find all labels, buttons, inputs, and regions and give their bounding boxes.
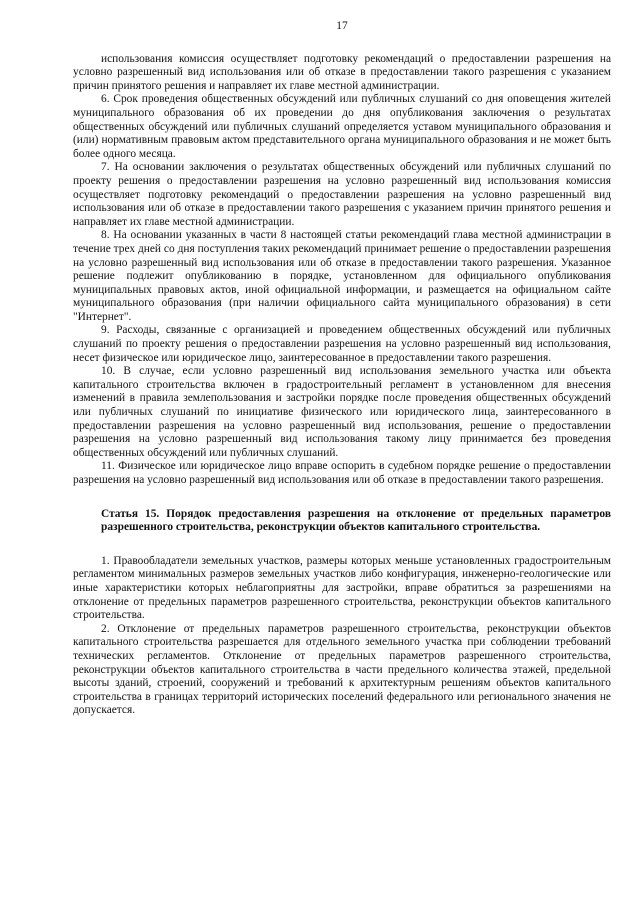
paragraph-11: 11. Физическое или юридическое лицо вправе оспорить в судебном порядке решение о предоставлении разрешения на условно разрешенный вид использования или об отказе в предоставлении такого разрешения. (73, 460, 611, 486)
paragraph-8: 8. На основании указанных в части 8 настоящей статьи рекомендаций глава местной администрации в течение трех дней со дня поступления таких рекомендаций принимает решение о предоставлении разрешения на условно разрешенный вид использования или об отказе в предоставлении такого разрешения. Указанное решение подлежит опубликованию в порядке, установленном для официального опубликования муниципальных правовых актов, иной официальной информации, и размещается на официальном сайте муниципального образования (при наличии официального сайта муниципального образования) в сети "Интернет". (73, 229, 611, 323)
paragraph-9: 9. Расходы, связанные с организацией и проведением общественных обсуждений или публичных слушаний по проекту решения о предоставлении разрешения на условно разрешенный вид использования, несет физическое или юридическое лицо, заинтересованное в предоставлении такого разрешения. (73, 324, 611, 364)
page-number: 17 (336, 20, 348, 32)
paragraph-continuation: использования комиссия осуществляет подготовку рекомендаций о предоставлении разрешения на условно разрешенный вид использования или об отказе в предоставлении такого разрешения с указанием причин принятого решения и направляет их главе местной администрации. (73, 52, 611, 92)
article-15-heading: Статья 15. Порядок предоставления разрешения на отклонение от предельных параметров разрешенного строительства, реконструкции объектов капитального строительства. (101, 507, 611, 534)
paragraph-6: 6. Срок проведения общественных обсуждений или публичных слушаний со дня оповещения жителей муниципального образования об их проведении до дня опубликования заключения о результатах общественных обсуждений или публичных слушаний определяется уставом муниципального образования и (или) нормативным правовым актом представительного органа муниципального образования и не может быть более одного месяца. (73, 93, 611, 160)
article-15-paragraph-2: 2. Отклонение от предельных параметров разрешенного строительства, реконструкции объектов капитального строительства разрешается для отдельного земельного участка при соблюдении требований технических регламентов. Отклонение от предельных параметров разрешенного строительства, реконструкции объектов капитального строительства в части предельного количества этажей, предельной высоты зданий, строений, сооружений и требований к архитектурным решениям объектов капитального строительства в границах территорий исторических поселений федерального или регионального значения не допускается. (73, 622, 611, 717)
paragraph-7: 7. На основании заключения о результатах общественных обсуждений или публичных слушаний по проекту решения о предоставлении разрешения на условно разрешенный вид использования комиссия осуществляет подготовку рекомендаций о предоставлении разрешения на условно разрешенный вид использования или об отказе в предоставлении такого разрешения с указанием причин принятого решения и направляет их главе местной администрации. (73, 161, 611, 228)
paragraph-10: 10. В случае, если условно разрешенный вид использования земельного участка или объекта капитального строительства включен в градостроительный регламент в установленном для внесения изменений в правила землепользования и застройки порядке после проведения общественных обсуждений или публичных слушаний по инициативе физического или юридического лица, заинтересованного в предоставлении разрешения на условно разрешенный вид использования, решение о предоставлении разрешения на условно разрешенный вид использования такому лицу принимается без проведения общественных обсуждений или публичных слушаний. (73, 365, 611, 459)
article-15-paragraph-1: 1. Правообладатели земельных участков, размеры которых меньше установленных градостроительным регламентом минимальных размеров земельных участков либо конфигурация, инженерно-геологические или иные характеристики которых неблагоприятны для застройки, вправе обратиться за разрешениями на отклонение от предельных параметров разрешенного строительства, реконструкции объектов капитального строительства. (73, 554, 611, 622)
